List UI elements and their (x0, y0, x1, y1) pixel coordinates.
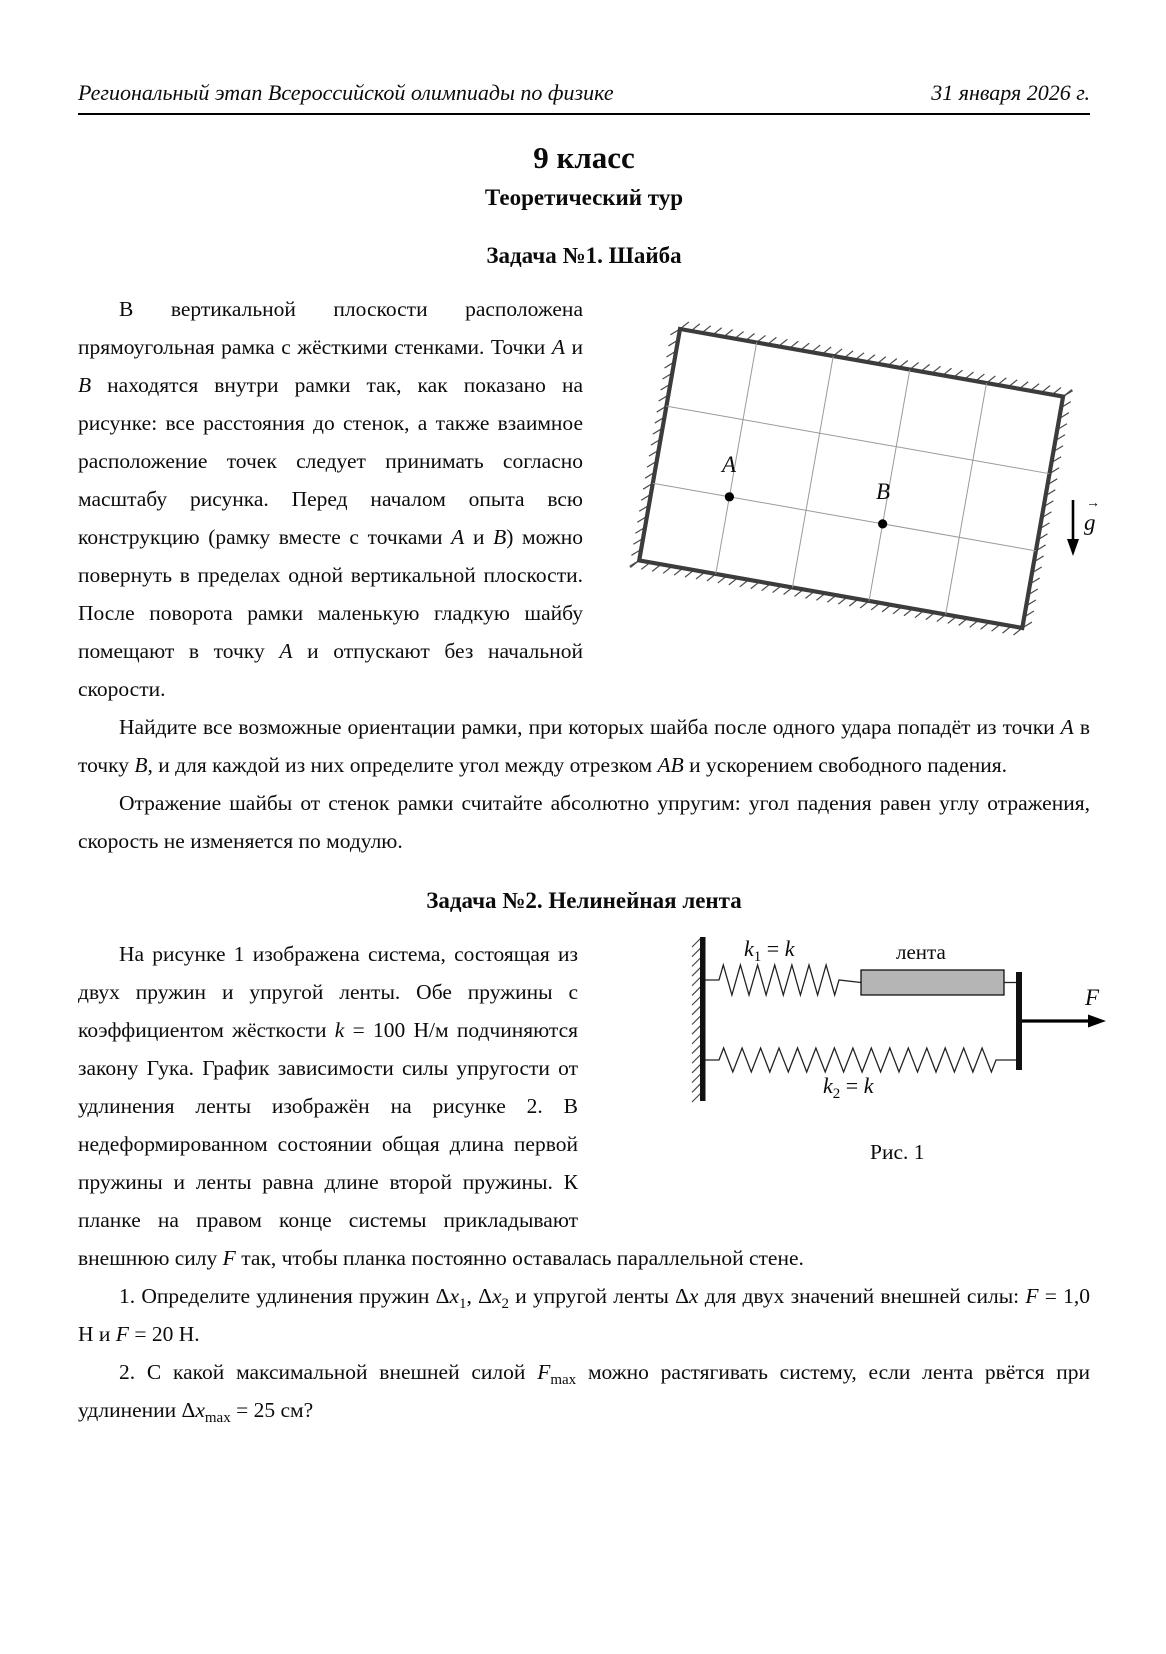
problem2-paragraph-1 (78, 935, 1100, 1277)
problem2-heading: Задача №2. Нелинейная лента (426, 888, 742, 913)
frame-rect (639, 329, 1063, 628)
problem2-section (78, 887, 1100, 1429)
problem2-paragraph-1-text: На рисунке 1 изображена система, состоящая из двух пружин и упругой ленты. Обе пружины с коэффициентом жёсткости k = 100 Н/м подчиняются закону Гука. График зависимости силы упругости от удлинения ленты изображён на рисунке 2. В недеформированном состоянии общая длина первой пружины и ленты равна длине второй пружины. К планке на правом конце системы прикладывают внешнюю силу F так, чтобы планка постоянно оставалась параллельной стене. (78, 942, 804, 1270)
grade-title: 9 класс (533, 140, 635, 175)
point-a-label: A (721, 452, 737, 477)
figure-caption: Рис. 1 (870, 1140, 925, 1164)
force-arrow (1022, 1015, 1106, 1028)
band-label: лента (896, 940, 946, 964)
page-header (78, 0, 1090, 106)
frame-figure-svg (583, 290, 1103, 670)
spring-figure (578, 935, 1100, 1237)
problem2-item-1: 1. Определите удлинения пружин $\Delta x_1$, $\Delta x_2$ и упругой ленты Δx для двух значений внешней силы: F = 1,0 Н и F = 20 Н. (78, 1284, 1090, 1346)
header-date: 31 января 2026 г. (931, 80, 1090, 105)
problem1-paragraph-1-text: В вертикальной плоскости расположена прямоугольная рамка с жёсткими стенками. Точки A и B находятся внутри рамки так, как показано на рисунке: все расстояния до стенок, а также взаимное расположение точек следует принимать согласно масштабу рисунка. Перед началом опыта всю конструкцию (рамку вместе с точками A и B) можно повернуть в пределах одной вертикальной плоскости. После поворота рамки маленькую гладкую шайбу помещают в точку A и отпускают без начальной скорости. (78, 297, 583, 701)
problem1-paragraph-3: Отражение шайбы от стенок рамки считайте абсолютно упругим: угол падения равен углу отражения, скорость не изменяется по модулю. (78, 791, 1090, 853)
problem1-paragraph-2: Найдите все возможные ориентации рамки, при которых шайба после одного удара попадёт из точки A в точку B, и для каждой из них определите угол между отрезком AB и ускорением свободного падения. (78, 715, 1090, 777)
spring1-label: $k_1 = k$ (744, 936, 795, 965)
header-rule (78, 113, 1090, 115)
problem1-paragraph-1 (78, 290, 1100, 708)
spring-figure-svg (619, 935, 1131, 1175)
problem1-heading: Задача №1. Шайба (486, 243, 682, 268)
header-title: Региональный этап Всероссийской олимпиады по физике (78, 80, 614, 105)
wall-hatching (692, 938, 701, 1102)
wall (700, 937, 706, 1101)
round-title: Теоретический тур (484, 185, 684, 210)
plank (1016, 972, 1022, 1070)
problem1-section (78, 242, 1100, 860)
spring-2 (705, 1048, 1019, 1072)
band-rect (861, 970, 1004, 995)
spring-1 (705, 965, 861, 995)
gravity-label: → g (1084, 496, 1100, 535)
gravity-arrow (1067, 500, 1079, 556)
point-b-label: B (875, 479, 891, 504)
problem2-item-2: 2. С какой максимальной внешней силой $F_{max}$ можно растягивать систему, если лента рвётся при удлинении $\Delta x_{max} = 25$ см? (78, 1360, 1091, 1426)
spring2-label: $k_2 = k$ (823, 1073, 874, 1102)
frame-figure (583, 290, 1100, 708)
force-label: F (1085, 985, 1100, 1010)
vector-arrow-icon: → (1086, 496, 1100, 511)
